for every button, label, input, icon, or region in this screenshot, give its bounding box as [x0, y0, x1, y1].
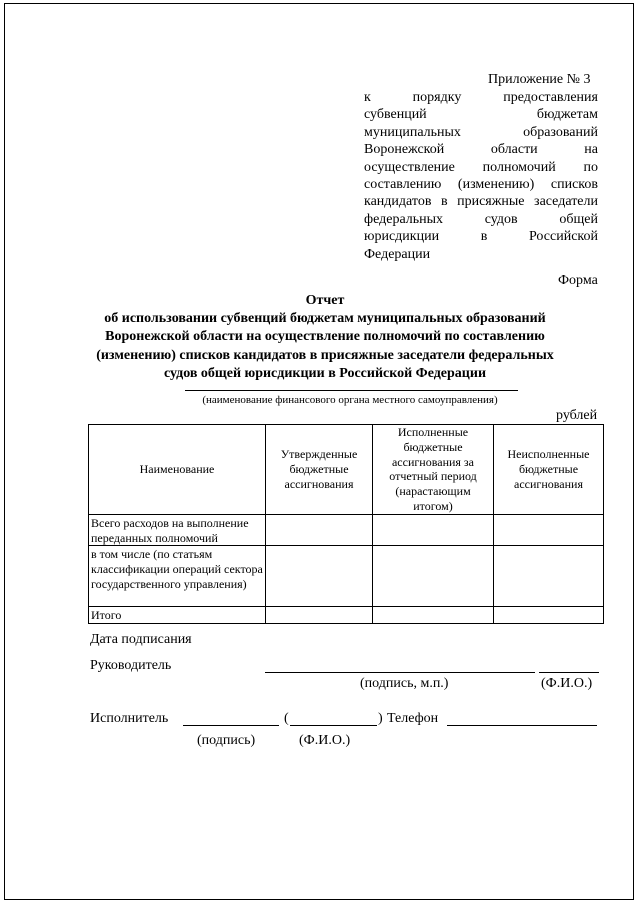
- row-label: Итого: [89, 607, 266, 624]
- appendix-line: к порядку предоставления: [364, 90, 598, 105]
- executor-name-line: [290, 725, 377, 726]
- table-row: [89, 607, 604, 624]
- row-label: в том числе (по статьям классификации операций сектора государственного управления): [89, 546, 266, 607]
- table-cell: [266, 607, 373, 624]
- appendix-line: составлению (изменению) списков: [364, 177, 598, 193]
- close-paren: ): [378, 711, 383, 726]
- table-cell: [373, 514, 494, 546]
- phone-line: [447, 725, 597, 726]
- report-title-line: Отчет: [305, 293, 345, 308]
- table-cell: [494, 514, 604, 546]
- executor-signature-caption: (подпись): [197, 733, 256, 748]
- executor-signature-line: [183, 725, 279, 726]
- appendix-line: юрисдикции в Российской: [364, 229, 598, 245]
- executor-name-caption: (Ф.И.О.): [299, 733, 351, 748]
- table-cell: [373, 546, 494, 607]
- units-label: рублей: [556, 408, 598, 423]
- appendix-title: Приложение № 3: [488, 72, 591, 87]
- table-cell: [266, 514, 373, 546]
- row-label: Всего расходов на выполнение переданных полномочий: [89, 514, 266, 546]
- appendix-line: Воронежской области на: [364, 142, 598, 158]
- appendix-line: Федерации: [364, 246, 431, 262]
- header-approved: Утвержденные бюджетные ассигнования: [266, 425, 373, 515]
- head-name-line: [539, 672, 599, 673]
- signing-date-label: Дата подписания: [90, 632, 192, 647]
- report-title: [60, 292, 590, 383]
- table-header-row: [89, 425, 604, 515]
- phone-label: Телефон: [387, 711, 439, 726]
- head-name-caption: (Ф.И.О.): [541, 676, 593, 691]
- header-name: Наименование: [89, 425, 266, 515]
- table-row: [89, 514, 604, 546]
- open-paren: (: [284, 711, 289, 726]
- appendix-line: осуществление полномочий по: [364, 159, 598, 175]
- report-title-line: (изменению) списков кандидатов в присяжные заседатели федеральных: [96, 347, 554, 363]
- appendix-line: муниципальных образований: [364, 124, 598, 140]
- head-signature-line: [265, 672, 535, 673]
- header-executed: Исполненные бюджетные ассигнования за отчетный период (нарастающим итогом): [373, 425, 494, 515]
- header-unexecuted: Неисполненные бюджетные ассигнования: [494, 425, 604, 515]
- form-label: Форма: [558, 273, 598, 288]
- appendix-body: [364, 89, 598, 263]
- report-title-line: судов общей юрисдикции в Российской Федерации: [163, 365, 487, 381]
- appendix-line: федеральных судов общей: [364, 211, 598, 227]
- table-row: [89, 546, 604, 607]
- table-cell: [373, 607, 494, 624]
- report-title-line: Воронежской области на осуществление полномочий по составлению: [105, 329, 545, 345]
- executor-label: Исполнитель: [90, 711, 169, 726]
- appendix-line: субвенций бюджетам: [364, 107, 598, 123]
- appendix-line: кандидатов в присяжные заседатели: [364, 194, 598, 210]
- table-cell: [494, 546, 604, 607]
- org-name-line: [185, 390, 518, 391]
- report-title-line: об использовании субвенций бюджетам муниципальных образований: [104, 311, 546, 327]
- table-cell: [494, 607, 604, 624]
- head-label: Руководитель: [90, 658, 172, 673]
- report-table: [88, 424, 604, 624]
- head-signature-caption: (подпись, м.п.): [360, 676, 449, 691]
- org-name-caption: (наименование финансового органа местного самоуправления): [202, 394, 498, 406]
- table-cell: [266, 546, 373, 607]
